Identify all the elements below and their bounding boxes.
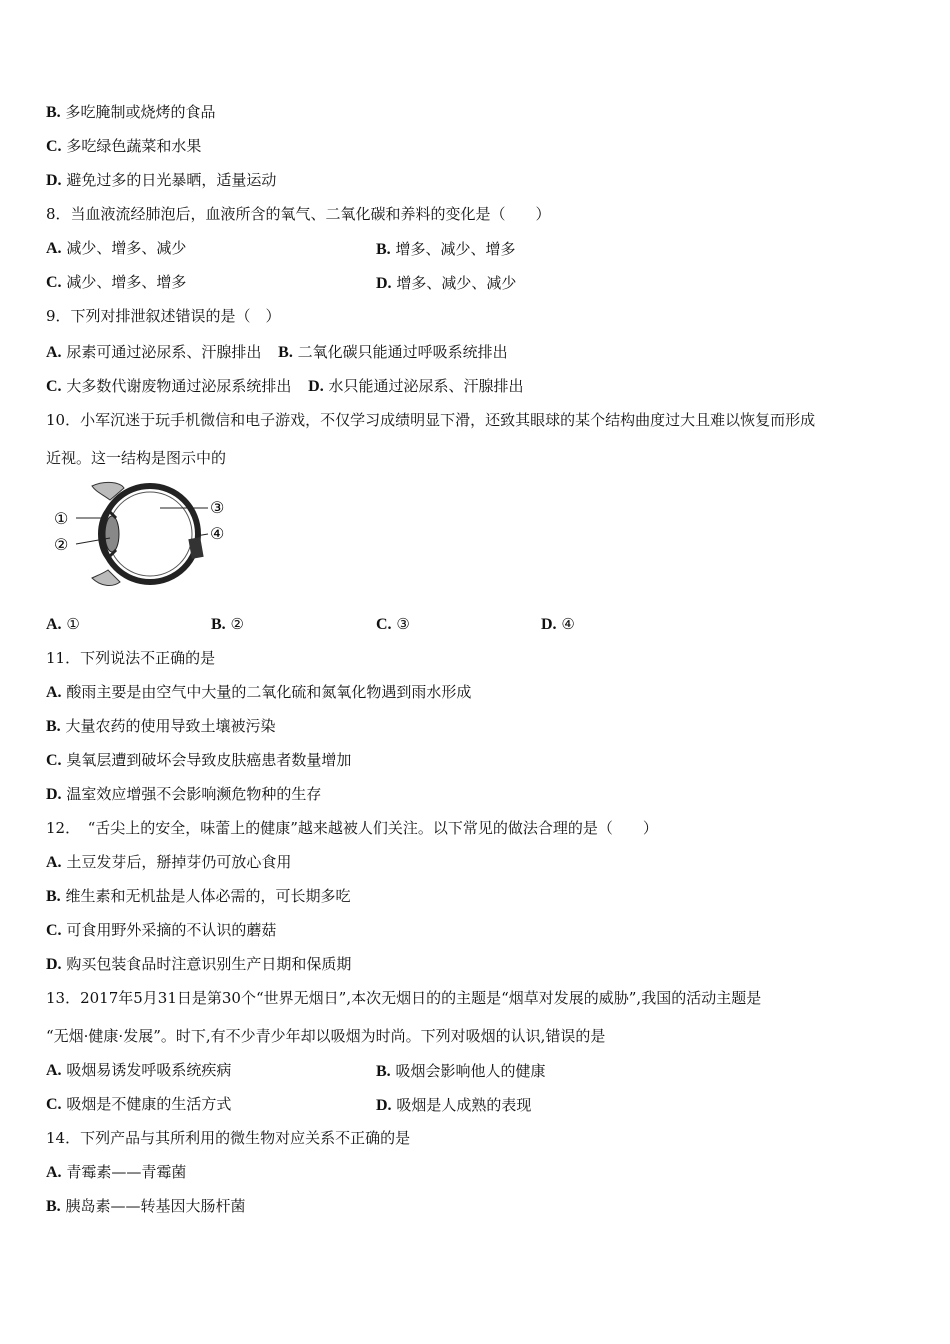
eye-label-2: ② <box>54 537 69 554</box>
eye-label-1: ① <box>54 511 69 528</box>
q8-stem: 8．当血液流经肺泡后，血液所含的氧气、二氧化碳和养料的变化是（ ） <box>46 205 551 223</box>
q12-option-c: C. 可食用野外采摘的不认识的蘑菇 <box>46 921 277 939</box>
q13-option-d: D. 吸烟是人成熟的表现 <box>376 1096 532 1114</box>
q7-option-c: C. 多吃绿色蔬菜和水果 <box>46 137 202 155</box>
q9-options-row1 <box>46 342 508 363</box>
q13-stem-line2: “无烟·健康·发展”。时下,有不少青少年却以吸烟为时尚。下列对吸烟的认识,错误的是 <box>46 1027 606 1045</box>
q13-option-c: C. 吸烟是不健康的生活方式 <box>46 1095 232 1113</box>
q14-option-b: B. 胰岛素——转基因大肠杆菌 <box>46 1197 246 1215</box>
q13-option-b: B. 吸烟会影响他人的健康 <box>376 1062 546 1080</box>
q11-option-c: C. 臭氧层遭到破坏会导致皮肤癌患者数量增加 <box>46 751 352 769</box>
q10-option-d: D. ④ <box>541 615 575 633</box>
q9-option-b: B. 二氧化碳只能通过呼吸系统排出 <box>278 343 508 361</box>
q10-option-a: A. ① <box>46 615 80 633</box>
q13-stem-line1: 13．2017年5月31日是第30个“世界无烟日”,本次无烟日的的主题是“烟草对发展的威胁”,我国的活动主题是 <box>46 989 762 1007</box>
q14-option-a: A. 青霉素——青霉菌 <box>46 1163 187 1181</box>
q12-option-d: D. 购买包装食品时注意识别生产日期和保质期 <box>46 955 352 973</box>
eye-label-3: ③ <box>210 500 225 517</box>
q10-stem-line1: 10．小军沉迷于玩手机微信和电子游戏，不仅学习成绩明显下滑，还致其眼球的某个结构曲度过大且难以恢复而形成 <box>46 411 816 429</box>
q9-options-row2 <box>46 376 524 397</box>
q7-option-d: D. 避免过多的日光暴晒，适量运动 <box>46 171 277 189</box>
q8-option-b: B. 增多、减少、增多 <box>376 240 516 258</box>
q14-stem: 14．下列产品与其所利用的微生物对应关系不正确的是 <box>46 1129 411 1147</box>
q8-option-a: A. 减少、增多、减少 <box>46 239 187 257</box>
q10-option-b: B. ② <box>211 615 244 633</box>
eye-diagram <box>50 478 240 593</box>
eye-label-4: ④ <box>210 526 225 543</box>
q9-stem: 9．下列对排泄叙述错误的是（ ） <box>46 307 281 325</box>
q8-option-c: C. 减少、增多、增多 <box>46 273 187 291</box>
q11-option-a: A. 酸雨主要是由空气中大量的二氧化硫和氮氧化物遇到雨水形成 <box>46 683 472 701</box>
q12-option-b: B. 维生素和无机盐是人体必需的，可长期多吃 <box>46 887 351 905</box>
q7-option-b: B. 多吃腌制或烧烤的食品 <box>46 103 216 121</box>
q9-option-a: A. 尿素可通过泌尿系、汗腺排出 <box>46 343 262 361</box>
q13-option-a: A. 吸烟易诱发呼吸系统疾病 <box>46 1061 232 1079</box>
q9-option-d: D. 水只能通过泌尿系、汗腺排出 <box>308 377 524 395</box>
eyeball-illustration <box>50 478 240 593</box>
q8-options-row1 <box>46 238 186 259</box>
q9-option-c: C. 大多数代谢废物通过泌尿系统排出 <box>46 377 292 395</box>
q12-option-a: A. 土豆发芽后，掰掉芽仍可放心食用 <box>46 853 292 871</box>
q8-option-d: D. 增多、减少、减少 <box>376 274 517 292</box>
q11-option-d: D. 温室效应增强不会影响濒危物种的生存 <box>46 785 322 803</box>
q11-stem: 11．下列说法不正确的是 <box>46 649 216 667</box>
q12-stem: 12． “舌尖上的安全，味蕾上的健康”越来越被人们关注。以下常见的做法合理的是（ ） <box>46 819 658 837</box>
q10-option-c: C. ③ <box>376 615 410 633</box>
q10-stem-line2: 近视。这一结构是图示中的 <box>46 449 227 467</box>
q11-option-b: B. 大量农药的使用导致土壤被污染 <box>46 717 276 735</box>
